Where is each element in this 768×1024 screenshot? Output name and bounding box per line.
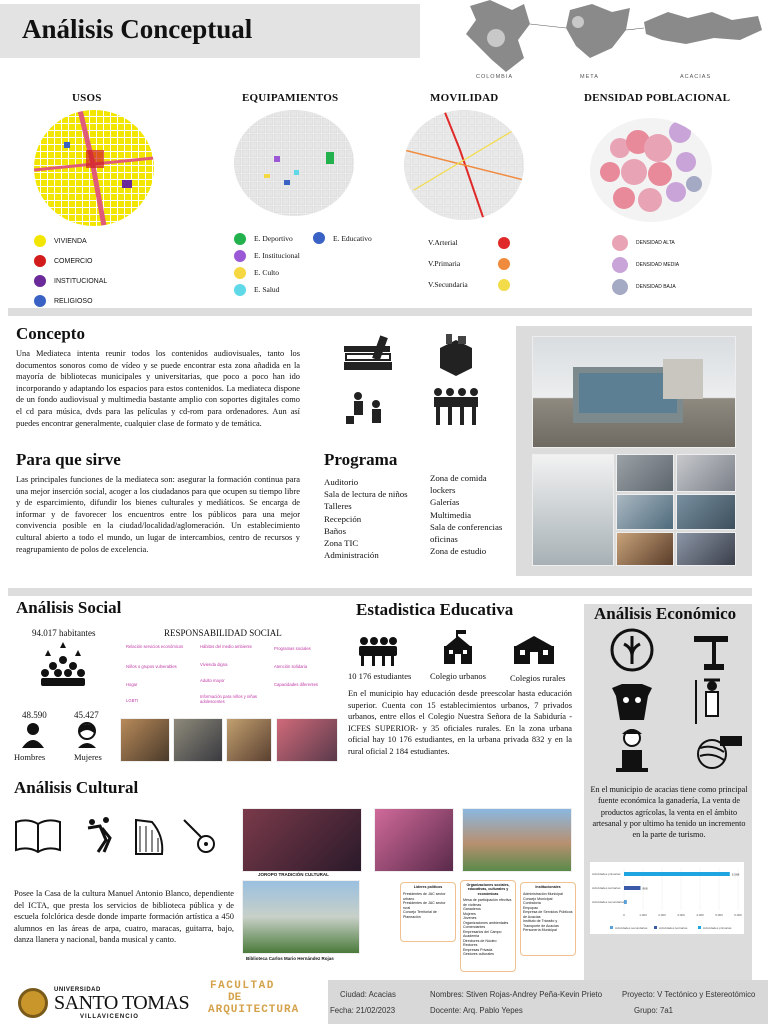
actors-col-politicos bbox=[400, 882, 456, 942]
legend-label: INSTITUCIONAL bbox=[54, 277, 108, 285]
interior-photo-2 bbox=[616, 454, 674, 492]
building-tower bbox=[663, 359, 703, 399]
usos-institucional-zone bbox=[122, 180, 132, 188]
actor-item: Concejo Territorial de Planeación bbox=[403, 910, 437, 919]
chart-x-tick: 2.000 bbox=[658, 913, 666, 917]
chart-x-tick: 4.000 bbox=[696, 913, 704, 917]
joropo-caption: JOROPO TRADICIÓN CULTURAL bbox=[258, 872, 329, 877]
woman-icon bbox=[76, 722, 98, 748]
chart-x-tick: 5.000 bbox=[715, 913, 723, 917]
legend-label: DENSIDAD BAJA bbox=[636, 284, 676, 290]
building-render-image bbox=[532, 336, 736, 448]
legend-dot-alta bbox=[612, 235, 628, 251]
hombres-label: Hombres bbox=[14, 752, 46, 762]
divider-bar bbox=[8, 588, 752, 596]
page-title: Análisis Conceptual bbox=[22, 14, 253, 44]
legend-label: V.Arterial bbox=[428, 238, 458, 247]
actor-item: Mujeres bbox=[463, 911, 476, 916]
group-people-icon bbox=[434, 388, 478, 425]
actor-item: Concejo Municipal bbox=[523, 896, 553, 901]
actor-item: Ganaderos bbox=[463, 907, 481, 912]
legend-dot-baja bbox=[612, 279, 628, 295]
actor-item: Presidentes de JAC sector rural bbox=[403, 901, 446, 910]
university-seal-icon bbox=[18, 988, 48, 1018]
chart-legend-label: Actividades secundarias bbox=[615, 925, 648, 930]
legend-dot-arterial bbox=[498, 237, 510, 249]
legend-label: E. Salud bbox=[254, 285, 280, 294]
cultural-text: Posee la Casa de la cultura Manuel Antonio Blanco, dependiente del ICTA, que presta los servicios de biblioteca pública y de escuela folclórica desde donde imparte formación artística a 450 alumnos en las áreas de arpa, cuatro, maracas, guitarra, bajo, danza llanera y nacional, banda musical y canto. bbox=[14, 889, 234, 945]
chart-category-label: Actividades secundarias bbox=[592, 900, 625, 904]
worker-icon bbox=[616, 729, 648, 772]
programa-item: lockers bbox=[430, 485, 456, 496]
open-book-icon bbox=[16, 820, 60, 852]
dance-photo bbox=[374, 808, 454, 872]
mujeres-num: 45.427 bbox=[74, 710, 99, 720]
resp-item: LGBTI bbox=[126, 698, 139, 703]
equipamientos-map bbox=[234, 110, 354, 216]
programa-list-1 bbox=[324, 476, 424, 561]
footer-nombres: Nombres: Stiven Rojas-Andrey Peña-Kevin Prieto bbox=[430, 990, 603, 999]
actor-item: Instituto de Tránsito y Transporte de Acacías bbox=[523, 919, 559, 928]
actor-item: Organizaciones ambientales bbox=[463, 920, 509, 925]
resp-item: Adulto mayor bbox=[200, 678, 225, 683]
usos-religioso-zone bbox=[64, 142, 70, 148]
legend-dot-salud bbox=[234, 284, 246, 296]
render-panel bbox=[516, 326, 752, 576]
equip-deportivo bbox=[326, 152, 334, 164]
legend-dot-religioso bbox=[34, 295, 46, 307]
students-icon bbox=[358, 636, 398, 666]
equip-institucional bbox=[274, 156, 280, 162]
actor-item: Presidentes de JAC sector urbano bbox=[403, 892, 446, 901]
usos-title: USOS bbox=[72, 92, 102, 104]
chart-bar bbox=[624, 872, 730, 876]
social-photo-2 bbox=[173, 718, 223, 762]
densidad-bubble bbox=[644, 134, 672, 162]
densidad-map bbox=[590, 118, 712, 222]
chart-legend-label: Actividades terciarias bbox=[659, 925, 688, 930]
colombia-highlight bbox=[487, 29, 505, 47]
movilidad-legend bbox=[428, 232, 510, 295]
chart-x-tick: 3.000 bbox=[677, 913, 685, 917]
actor-item: Empresa de Servicios Públicos de Acacías bbox=[523, 910, 573, 919]
interior-photo-6 bbox=[616, 532, 674, 566]
economic-icons bbox=[608, 628, 748, 778]
locator-label-meta: META bbox=[580, 74, 599, 80]
movilidad-title: MOVILIDAD bbox=[430, 92, 499, 104]
resp-item: Relación servicios económicos bbox=[126, 644, 184, 649]
social-heading: Análisis Social bbox=[16, 598, 122, 617]
actors-diagram bbox=[400, 880, 576, 972]
legend-educativo bbox=[313, 232, 372, 244]
harp-icon bbox=[136, 820, 162, 854]
actor-item: Jóvenes bbox=[463, 916, 477, 921]
programa-item: Recepción bbox=[324, 513, 362, 524]
chart-x-tick: 6.000 bbox=[734, 913, 742, 917]
resp-item: Información para niños y niñas adolescentes bbox=[200, 694, 258, 704]
resp-item: Hábitos del medio ambiente bbox=[200, 644, 252, 649]
chart-legend-swatch bbox=[654, 926, 657, 929]
footer bbox=[0, 980, 768, 1024]
social-photo-3 bbox=[226, 718, 272, 762]
actor-item: Administración Municipal bbox=[523, 892, 563, 897]
programa-item: Zona de comida bbox=[430, 473, 487, 483]
actor-item: Gestores culturales bbox=[463, 952, 494, 957]
acacias-shape bbox=[644, 12, 762, 44]
programa-item: Auditorio bbox=[324, 477, 359, 487]
legend-dot-primaria bbox=[498, 258, 510, 270]
actor-item: Mesa de participación efectiva de víctimas bbox=[463, 898, 512, 907]
equip-grid bbox=[234, 110, 354, 216]
meta-highlight bbox=[572, 16, 584, 28]
footer-grupo: Grupo: 7a1 bbox=[634, 1006, 674, 1015]
edu-label-rurales: Colegios rurales bbox=[510, 673, 566, 683]
economico-text: En el municipio de acacias tiene como principal fuente económica la ganadería, La venta de productos agrícolas, la venta en el ámbito artesanal y por ultimo ha tenido un incremento en la parte de turismo. bbox=[590, 785, 748, 840]
chart-legend-label: Actividades primarias bbox=[703, 925, 732, 930]
actor-item: Empopac bbox=[523, 905, 539, 910]
programa-item: Talleres bbox=[324, 501, 352, 512]
university-label: UNIVERSIDAD bbox=[54, 987, 101, 993]
locator-maps bbox=[462, 0, 768, 84]
densidad-bubble bbox=[621, 159, 647, 185]
resp-social-grid bbox=[126, 644, 346, 710]
chart-value-label: 868 bbox=[642, 886, 648, 891]
facultad-de-label: DE bbox=[228, 992, 242, 1004]
hombres-num: 48.590 bbox=[22, 710, 47, 720]
chart-x-tick: 1.000 bbox=[639, 913, 647, 917]
facultad-label: FACULTAD bbox=[210, 980, 275, 992]
biblioteca-caption: Biblioteca Carlos Mario Hernández Rojas bbox=[246, 956, 334, 961]
legend-label: E. Institucional bbox=[254, 251, 300, 260]
actor-item: Empresarios del Campo bbox=[463, 929, 502, 934]
chart-legend-swatch bbox=[610, 926, 613, 929]
resp-item: Capacidades diferentes bbox=[274, 682, 318, 687]
actor-item: Comerciantes bbox=[463, 925, 486, 930]
educativa-heading: Estadistica Educativa bbox=[356, 600, 514, 619]
legend-dot-institucional bbox=[34, 275, 46, 287]
resp-item: Hogar bbox=[126, 682, 138, 687]
legend-dot-institucional bbox=[234, 250, 246, 262]
building-glass bbox=[579, 373, 677, 413]
craft-yarn-icon bbox=[698, 736, 742, 768]
title-banner bbox=[0, 4, 420, 58]
programa-item: Galerías bbox=[430, 497, 460, 508]
para-que-sirve-heading: Para que sirve bbox=[16, 450, 121, 469]
educativa-text: En el municipio hay educación desde preescolar hasta educación superior. Cuenta con 15 establecimientos urbanos, 7 privados urbanos, entre ellos el Colegio Nuestra Señora de la Sabiduría -ICFES SUPERIOR- y 35 oficiales rurales. En la zona urbana oficial hay 10 176 estudiantes, en la urbana privada 832 y en la rural oficial 2 184 estudiantes. bbox=[348, 689, 572, 756]
programa-item: Sala de conferencias oficinas bbox=[430, 521, 503, 545]
books-icon bbox=[344, 335, 392, 370]
equip-educativo bbox=[284, 180, 290, 185]
legend-dot-media bbox=[612, 257, 628, 273]
densidad-bubble bbox=[666, 182, 686, 202]
interior-photo-7 bbox=[676, 532, 736, 566]
mujeres-label: Mujeres bbox=[74, 752, 102, 762]
actor-item: Rectores bbox=[463, 943, 478, 948]
legend-dot-vivienda bbox=[34, 235, 46, 247]
actors-col-title: Líderes políticos bbox=[413, 885, 443, 889]
legend-label: VIVIENDA bbox=[54, 237, 87, 245]
programa-item: Sala de lectura de niños bbox=[324, 489, 408, 500]
people-exchange-icon bbox=[346, 392, 381, 424]
economico-heading: Análisis Económico bbox=[594, 604, 737, 623]
media-box-icon bbox=[440, 334, 472, 376]
interior-photo-4 bbox=[616, 494, 674, 530]
legend-label: RELIGIOSO bbox=[54, 297, 93, 305]
programa-list-2 bbox=[430, 472, 514, 557]
resp-item: Vivienda digna bbox=[200, 662, 228, 667]
joropo-photo bbox=[242, 808, 362, 872]
economic-bar-chart bbox=[590, 862, 744, 934]
actor-item: Academia bbox=[463, 934, 479, 939]
biblioteca-photo bbox=[242, 880, 360, 954]
para-que-sirve-text: Las principales funciones de la mediateca son: asegurar la formación continua para una mejor inserción social, acoger a los ciudadanos para que ocupen su tiempo libre y de esparcimiento, difundir los bienes culturales y mediáticos. Se encarga de informar y de favorecer los encuentros entre los públicos para una mejor convivencia posible en la ciudad/localidad/aglomeración. Un establecimiento cultural abierto a todo el mundo, un lugar de intercambios, centro de recursos y reagrupamiento de polos de excelencia. bbox=[16, 475, 300, 554]
densidad-bubble bbox=[676, 152, 696, 172]
densidad-bubble bbox=[648, 162, 672, 186]
densidad-title: DENSIDAD POBLACIONAL bbox=[584, 92, 731, 104]
concepto-heading: Concepto bbox=[16, 324, 85, 343]
connector-line-2 bbox=[626, 28, 644, 30]
footer-ciudad: Ciudad: Acacias bbox=[340, 990, 396, 999]
legend-label: E. Culto bbox=[254, 268, 280, 277]
footer-proyecto: Proyecto: V Tectónico y Estereotómico bbox=[622, 990, 756, 999]
densidad-bubble bbox=[686, 176, 702, 192]
concept-icons bbox=[340, 334, 500, 434]
actors-col-institucionales bbox=[520, 882, 576, 956]
school-rural-icon bbox=[512, 634, 556, 666]
chart-bar bbox=[624, 900, 627, 904]
habitantes-label: 94.017 habitantes bbox=[32, 628, 96, 638]
equipamientos-title: EQUIPAMIENTOS bbox=[242, 92, 339, 104]
densidad-bubble bbox=[613, 187, 635, 209]
church-photo bbox=[462, 808, 572, 872]
connector-line-1 bbox=[530, 24, 566, 28]
programa-item: Zona de estudio bbox=[430, 546, 487, 557]
actor-item: Directores de Núcleo bbox=[463, 938, 497, 943]
meta-shape bbox=[566, 4, 630, 58]
legend-dot-educativo bbox=[313, 232, 325, 244]
social-photo-1 bbox=[120, 718, 170, 762]
edu-label-estudiantes: 10 176 estudiantes bbox=[348, 671, 412, 681]
chart-category-label: Actividades terciarias bbox=[592, 886, 621, 890]
resp-social-title: RESPONSABILIDAD SOCIAL bbox=[164, 628, 282, 638]
population-icon bbox=[38, 640, 88, 688]
man-icon bbox=[22, 722, 44, 748]
footer-fecha: Fecha: 21/02/2023 bbox=[330, 1006, 396, 1015]
santo-tomas-label: SANTO TOMAS bbox=[54, 992, 190, 1014]
legend-dot-deportivo bbox=[234, 233, 246, 245]
usos-comercio-zone bbox=[86, 150, 104, 168]
social-photo-4 bbox=[276, 718, 338, 762]
actors-col-title: Organizaciones sociales, educativas, culturales y económicas bbox=[466, 883, 510, 896]
legend-dot-secundaria bbox=[498, 279, 510, 291]
actors-col-title: Institucionales bbox=[535, 885, 561, 889]
locator-label-colombia: COLOMBIA bbox=[476, 74, 514, 80]
footer-docente: Docente: Arq. Pablo Yepes bbox=[430, 1006, 523, 1015]
agriculture-icon bbox=[612, 630, 652, 670]
densidad-legend bbox=[612, 232, 679, 298]
legend-label: E. Educativo bbox=[333, 233, 372, 243]
legend-label: V.Primaria bbox=[428, 259, 461, 268]
cultural-heading: Análisis Cultural bbox=[14, 778, 139, 797]
resp-item: Atención solidaria bbox=[274, 664, 308, 669]
interior-photo-5 bbox=[676, 494, 736, 530]
cultural-icons bbox=[14, 816, 224, 856]
densidad-bubble bbox=[638, 188, 662, 212]
oil-pump-icon bbox=[694, 636, 728, 670]
legend-dot-culto bbox=[234, 267, 246, 279]
actors-col-organizaciones bbox=[460, 880, 516, 972]
chart-legend-swatch bbox=[698, 926, 701, 929]
footer-info bbox=[328, 980, 768, 1024]
programa-item: Baños bbox=[324, 525, 346, 536]
actor-item: Contraloría bbox=[523, 901, 541, 906]
interior-photo-3 bbox=[676, 454, 736, 492]
actor-item: Empresas Privada bbox=[463, 947, 493, 952]
resp-item: Programas sociales bbox=[274, 646, 311, 651]
legend-label: V.Secundaria bbox=[428, 280, 468, 289]
programa-item: Multimedia bbox=[430, 509, 472, 520]
equipamientos-legend bbox=[234, 230, 300, 298]
equip-salud bbox=[294, 170, 299, 175]
villavicencio-label: VILLAVICENCIO bbox=[80, 1014, 139, 1020]
usos-legend bbox=[34, 231, 107, 311]
school-urban-icon bbox=[440, 630, 476, 666]
chart-bar bbox=[624, 886, 640, 890]
dancers-icon bbox=[88, 817, 110, 852]
resp-item: Niños o grupos vulnerables bbox=[126, 664, 177, 669]
legend-label: COMERCIO bbox=[54, 257, 93, 265]
programa-heading: Programa bbox=[324, 450, 398, 469]
interior-photo-1 bbox=[532, 454, 614, 566]
locator-label-acacias: ACACIAS bbox=[680, 74, 712, 80]
guitar-icon bbox=[184, 820, 214, 852]
concepto-text: Una Mediateca intenta reunir todos los contenidos audiovisuales, tanto los documentos sonoros como de vídeo y se puede encontrar esta zona añadida en la mayoría de bibliotecas municipales y universitarias, que poco a poco han ido incorporando y adaptando los espacios para estos contenidos. La mediateca dispone de un fondo audiovisual y multimedia bastante amplio con soportes digitales como el cd para música, dvds para las películas y cd-rom para ordenadores. Aun así puedes encontrar generalmente, cualquier clase de formato y de temática. bbox=[16, 349, 300, 428]
actor-item: Personería Municipal bbox=[523, 928, 557, 933]
usos-map bbox=[34, 110, 154, 226]
locator-map-graphic bbox=[462, 0, 768, 84]
cattle-icon bbox=[612, 684, 652, 720]
movilidad-map bbox=[404, 110, 524, 220]
edu-label-urbanos: Colegio urbanos bbox=[430, 671, 486, 681]
chart-x-tick: 0 bbox=[623, 913, 625, 917]
equip-culto bbox=[264, 174, 270, 178]
chart-category-label: Actividades primarias bbox=[592, 872, 621, 876]
legend-dot-comercio bbox=[34, 255, 46, 267]
legend-label: E. Deportivo bbox=[254, 234, 293, 243]
densidad-bubble bbox=[669, 121, 691, 143]
economico-panel bbox=[584, 604, 752, 1000]
economic-chart bbox=[590, 862, 744, 934]
chart-value-label: 5.568 bbox=[731, 872, 740, 877]
arquitectura-label: ARQUITECTURA bbox=[208, 1004, 300, 1016]
densidad-bubble bbox=[600, 162, 620, 182]
farmer-icon bbox=[696, 680, 720, 724]
programa-item: Zona TIC bbox=[324, 538, 359, 549]
programa-item: Administración bbox=[324, 550, 379, 561]
legend-label: DENSIDAD MEDIA bbox=[636, 262, 680, 268]
legend-label: DENSIDAD ALTA bbox=[636, 240, 675, 246]
divider-bar bbox=[8, 308, 752, 316]
